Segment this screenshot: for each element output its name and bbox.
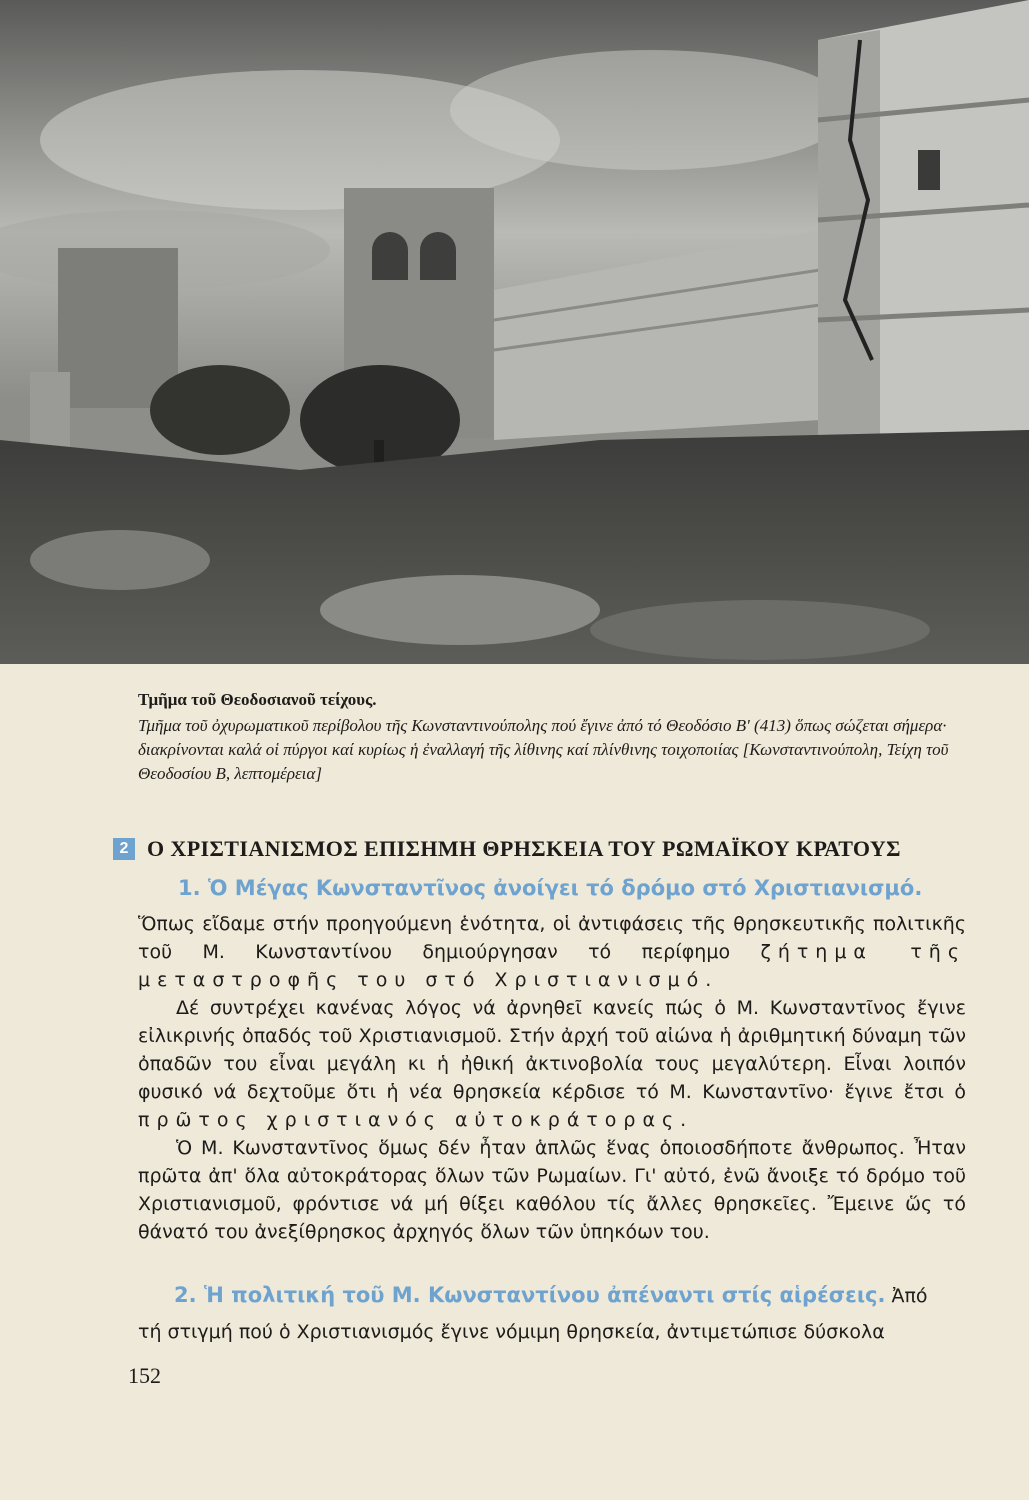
section-2-text-start: Ἀπό: [891, 1285, 928, 1307]
caption-title: Τμῆμα τοῦ Θεοδοσιανοῦ τείχους.: [138, 690, 377, 709]
photo-caption: [138, 690, 973, 786]
chapter-title: Ο ΧΡΙΣΤΙΑΝΙΣΜΟΣ ΕΠΙΣΗΜΗ ΘΡΗΣΚΕΙΑ ΤΟΥ ΡΩΜΑΪΚΟΥ ΚΡΑΤΟΥΣ: [147, 836, 901, 861]
paragraph-3: Ὁ Μ. Κωνσταντῖνος ὅμως δέν ἦταν ἁπλῶς ἕνας ὁποιοσδήποτε ἄνθρωπος. Ἦταν πρῶτα ἀπ' ὅλα αὐτοκράτορας ὅλων τῶν Ρωμαίων. Γι' αὐτό, ἐνῶ ἄνοιξε τό δρόμο τοῦ Χριστιανισμοῦ, φρόντισε νά μή θίξει καθόλου τίς ἄλλες θρησκεῖες. Ἔμεινε ὥς τό θάνατό του ἀνεξίθρησκος ἀρχηγός ὅλων τῶν ὑπηκόων του.: [138, 1137, 966, 1243]
paragraph-2-emphasis: πρῶτος χριστιανός αὐτοκράτορας.: [138, 1109, 694, 1131]
photo-illustration: [0, 0, 1029, 664]
paragraph-2: [138, 994, 966, 1134]
caption-body: Τμῆμα τοῦ ὀχυρωματικοῦ περίβολου τῆς Κωνσταντινούπολης πού ἔγινε ἀπό τό Θεοδόσιο Β' (413) ὅπως σώζεται σήμερα· διακρίνονται καλά οἱ πύργοι καί κυρίως ἡ ἐναλλαγή τῆς λίθινης καί πλίνθινης τοιχοποιίας [Κωνσταντινούπολη, Τείχη τοῦ Θεοδοσίου Β, λεπτομέρεια]: [138, 716, 949, 783]
byzantine-walls-photo: [0, 0, 1029, 664]
paragraph-1-text: Ὅπως εἴδαμε στήν προηγούμενη ἑνότητα, οἱ ἀντιφάσεις τῆς θρησκευτικῆς πολιτικῆς τοῦ Μ. Κωνσταντίνου δημιούργησαν τό περίφημο: [138, 913, 966, 963]
chapter-heading: [113, 836, 983, 862]
chapter-number-badge: 2: [113, 838, 135, 860]
section-2-heading: 2. Ἡ πολιτική τοῦ Μ. Κωνσταντίνου ἀπέναντι στίς αἱρέσεις.: [174, 1283, 886, 1307]
section-1-body: [138, 910, 966, 1246]
section-2-heading-line: [138, 1283, 966, 1307]
page-number: 152: [128, 1363, 161, 1388]
section-2-paragraph: τή στιγμή πού ὁ Χριστιανισμός ἔγινε νόμιμη θρησκεία, ἀντιμετώπισε δύσκολα: [138, 1321, 885, 1343]
paragraph-1-emphasis: ζήτημα τῆς μεταστροφῆς του στό Χριστιανισμό.: [138, 941, 966, 991]
paragraph-2-text: Δέ συντρέχει κανένας λόγος νά ἀρνηθεῖ κανείς πώς ὁ Μ. Κωνσταντῖνος ἔγινε εἰλικρινής ὀπαδός τοῦ Χριστιανισμοῦ. Στήν ἀρχή τοῦ αἰώνα ἡ ἀριθμητική δύναμη τῶν ὀπαδῶν του εἶναι μεγάλη κι ἡ ἠθική ἀκτινοβολία τους μεγαλύτερη. Εἶναι λοιπόν φυσικό νά δεχτοῦμε ὅτι ἡ νέα θρησκεία κέρδισε τό Μ. Κωνσταντῖνο· ἔγινε ἔτσι ὁ: [138, 997, 966, 1103]
paragraph-1: [138, 910, 966, 994]
section-2-body: [138, 1318, 966, 1346]
section-1-heading: 1. Ὁ Μέγας Κωνσταντῖνος ἀνοίγει τό δρόμο στό Χριστιανισμό.: [178, 876, 923, 900]
